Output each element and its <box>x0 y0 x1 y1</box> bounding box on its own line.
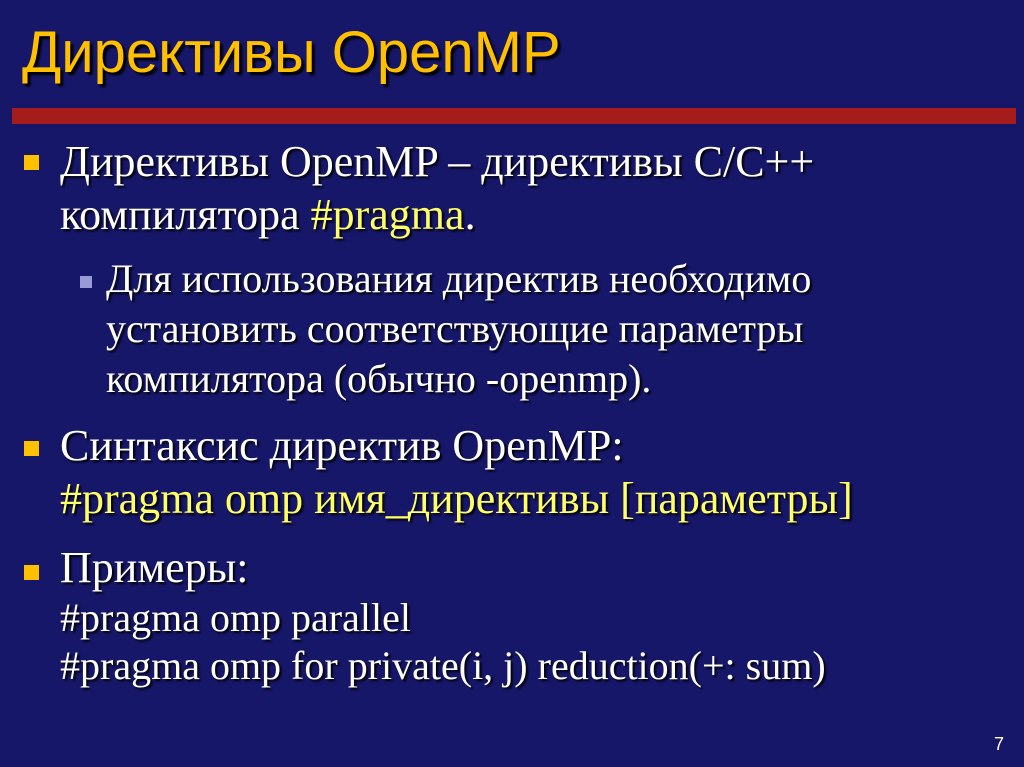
bullet-marker-2 <box>24 441 39 456</box>
slide-title: Директивы OpenMP <box>22 20 561 85</box>
bullet-marker-3 <box>24 565 39 580</box>
sub-bullet-line-2: установить соответствующие параметры <box>106 306 804 351</box>
bullet-marker-1 <box>24 155 39 170</box>
bullet-1-line-1: Директивы OpenMP – директивы C/C++ <box>60 137 815 186</box>
syntax-code: #pragma omp имя_директивы [параметры] <box>60 474 853 523</box>
sub-bullet-line-3: компилятора (обычно -openmp). <box>106 356 652 401</box>
bullet-1-period: . <box>464 190 476 239</box>
example-2: #pragma omp for private(i, j) reduction(+: sum) <box>60 643 826 688</box>
bullet-1-text: компилятора <box>60 190 311 239</box>
examples-label: Примеры: <box>60 543 249 592</box>
syntax-label: Синтаксис директив OpenMP: <box>60 421 624 470</box>
example-1: #pragma omp parallel <box>60 595 411 640</box>
pragma-keyword: #pragma <box>310 190 465 239</box>
sub-bullet-line-1: Для использования директив необходимо <box>106 256 812 301</box>
bullet-1-line-2 <box>60 188 476 242</box>
sub-bullet-marker <box>80 276 92 288</box>
page-number: 7 <box>993 734 1004 754</box>
